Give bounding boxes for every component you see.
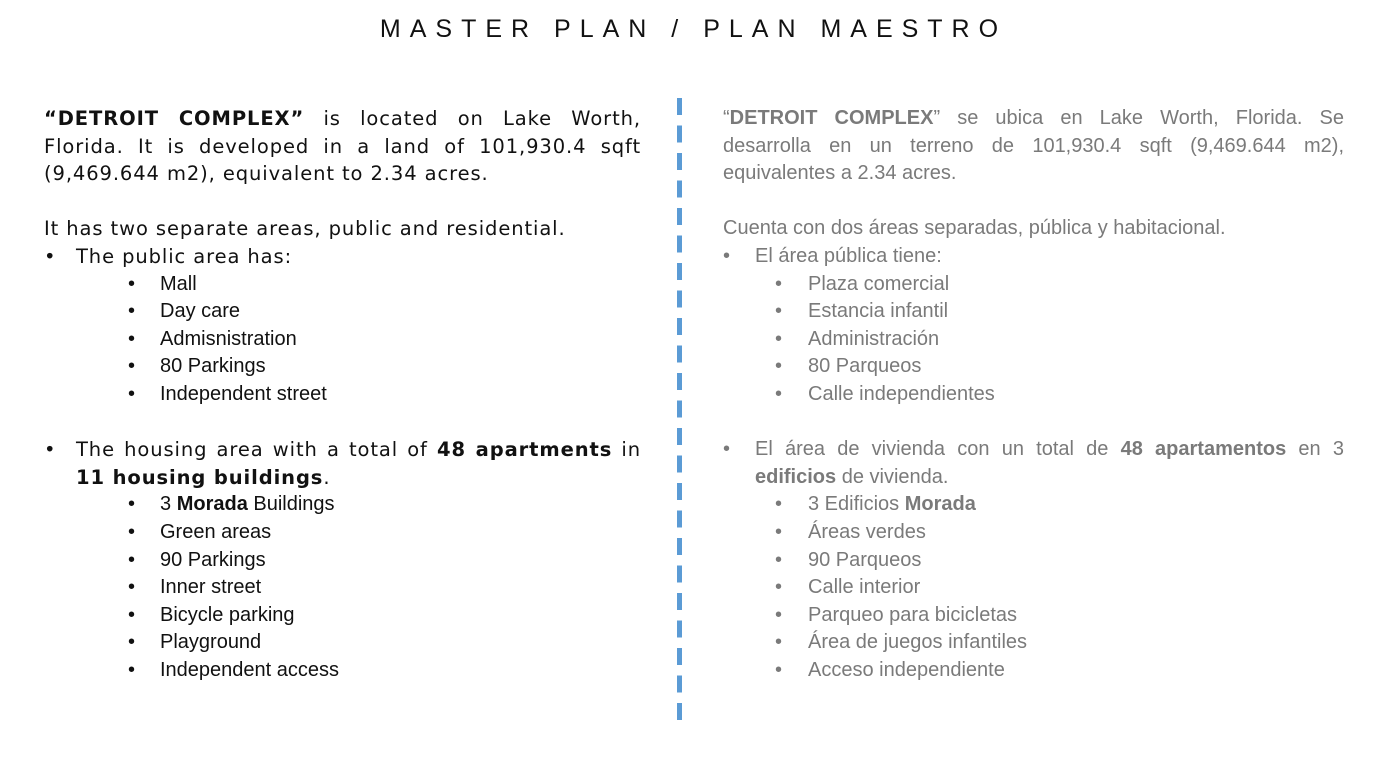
- housing-apartments: 48 apartments: [436, 438, 613, 462]
- column-divider: [677, 98, 682, 724]
- list-item-text: Área de juegos infantiles: [808, 631, 1028, 654]
- english-intro-text: is located on Lake Worth, Florida. It is developed in a land of 101,930.4 sqft (9,469.644 m2), equivalent to 2.34 acres.: [44, 107, 641, 186]
- list-item-text: 3: [160, 493, 177, 516]
- page-title: MASTER PLAN / PLAN MAESTRO: [379, 15, 1008, 43]
- list-item-text: 80 Parkings: [160, 355, 266, 378]
- housing-text-mid: en 3: [1286, 438, 1344, 461]
- list-item-bold: Morada: [904, 493, 976, 516]
- spanish-column: [723, 105, 1344, 684]
- english-areas-text: It has two separate areas, public and residential.: [44, 217, 566, 241]
- spanish-areas-text: Cuenta con dos áreas separadas, pública y habitacional.: [723, 217, 1226, 240]
- list-item-text: Buildings: [247, 493, 335, 516]
- project-name: “DETROIT COMPLEX”: [44, 107, 305, 130]
- housing-area-list: [723, 519, 1344, 685]
- housing-apartments: 48 apartamentos: [1120, 438, 1287, 461]
- list-item-text: Independent street: [160, 382, 327, 405]
- list-item-text: Day care: [160, 300, 241, 323]
- public-area-heading: The public area has:: [76, 244, 293, 268]
- list-item-text: Calle independientes: [808, 382, 995, 405]
- project-name: DETROIT COMPLEX: [729, 107, 934, 129]
- list-item-text: Parqueo para bicicletas: [808, 603, 1018, 626]
- list-item-text: Áreas verdes: [808, 520, 926, 543]
- list-item-text: 90 Parkings: [160, 548, 266, 571]
- list-item-text: 80 Parqueos: [808, 355, 922, 378]
- list-item-bold: Morada: [176, 493, 248, 516]
- public-area-list: [723, 271, 1344, 409]
- list-item-text: Independent access: [160, 658, 340, 681]
- list-item-text: Admisnistration: [160, 327, 297, 350]
- list-item: • Administración: [775, 327, 940, 350]
- public-area-list: [44, 271, 641, 409]
- housing-area-list: [44, 519, 641, 685]
- list-item-text: Mall: [160, 272, 197, 295]
- housing-area-bullet: • El área de vivienda con un total de 48 apartamentos en 3 edificios de vivienda.: [723, 438, 1344, 488]
- list-item: • Independent access: [128, 658, 340, 681]
- public-area-bullet: • El área pública tiene:: [723, 244, 942, 267]
- list-item-text: 90 Parqueos: [808, 548, 922, 571]
- english-column: [44, 105, 641, 684]
- list-item-text: Inner street: [160, 576, 262, 599]
- list-item: • 80 Parkings: [128, 355, 266, 378]
- housing-text-end: .: [323, 465, 331, 489]
- list-item: • Acceso independiente: [775, 658, 1005, 681]
- public-area-heading: El área pública tiene:: [755, 244, 942, 267]
- english-intro: [44, 105, 641, 188]
- list-item: • 3 Morada Buildings: [128, 493, 335, 516]
- housing-text: The housing area with a total of: [76, 438, 437, 462]
- list-item: • Inner street: [128, 576, 262, 599]
- list-item-text: Estancia infantil: [808, 300, 949, 323]
- list-item: • 3 Edificios Morada: [775, 493, 976, 516]
- list-item: • Área de juegos infantiles: [775, 631, 1028, 654]
- list-item-text: Bicycle parking: [160, 603, 295, 626]
- list-item-text: Acceso independiente: [808, 658, 1005, 681]
- public-area-bullet: • The public area has:: [44, 244, 293, 268]
- housing-text-end: de vivienda.: [836, 465, 949, 488]
- spanish-intro: “DETROIT COMPLEX” se ubica en Lake Worth, Florida. Se desarrolla en un terreno de 101,930.4 sqft (9,469.644 m2), equivalentes a 2.34 acres.: [723, 107, 1344, 185]
- spanish-intro-text: ” se ubica en Lake Worth, Florida. Se desarrolla en un terreno de 101,930.4 sqft (9,469.644 m2), equivalentes a 2.34 acres.: [723, 107, 1344, 185]
- housing-text-mid: in: [612, 438, 641, 462]
- list-item: • Plaza comercial: [775, 272, 950, 295]
- list-item: • Parqueo para bicicletas: [775, 603, 1018, 626]
- list-item-text: Playground: [160, 631, 262, 654]
- list-item: • Mall: [128, 272, 197, 295]
- housing-text: El área de vivienda con un total de: [755, 438, 1121, 461]
- list-item: • Green areas: [128, 520, 272, 543]
- list-item-text: Green areas: [160, 520, 272, 543]
- list-item: • Independent street: [128, 382, 327, 405]
- list-item: • Estancia infantil: [775, 300, 949, 323]
- housing-area-bullet: • The housing area with a total of 48 apartments in 11 housing buildings.: [44, 438, 641, 489]
- list-item: • 80 Parqueos: [775, 355, 922, 378]
- list-item-text: Calle interior: [808, 576, 921, 599]
- list-item: • Playground: [128, 631, 262, 654]
- housing-buildings: 11 housing buildings: [76, 465, 324, 489]
- housing-buildings: edificios: [755, 465, 837, 488]
- list-item: • Áreas verdes: [775, 520, 926, 543]
- list-item: • Bicycle parking: [128, 603, 295, 626]
- list-item-text: Plaza comercial: [808, 272, 950, 295]
- list-item-text: 3 Edificios: [808, 493, 905, 516]
- list-item: • Calle interior: [775, 576, 921, 599]
- list-item-text: Administración: [808, 327, 940, 350]
- list-item: • 90 Parkings: [128, 548, 266, 571]
- list-item: • Calle independientes: [775, 382, 995, 405]
- list-item: • 90 Parqueos: [775, 548, 922, 571]
- list-item: • Admisnistration: [128, 327, 297, 350]
- list-item: • Day care: [128, 300, 241, 323]
